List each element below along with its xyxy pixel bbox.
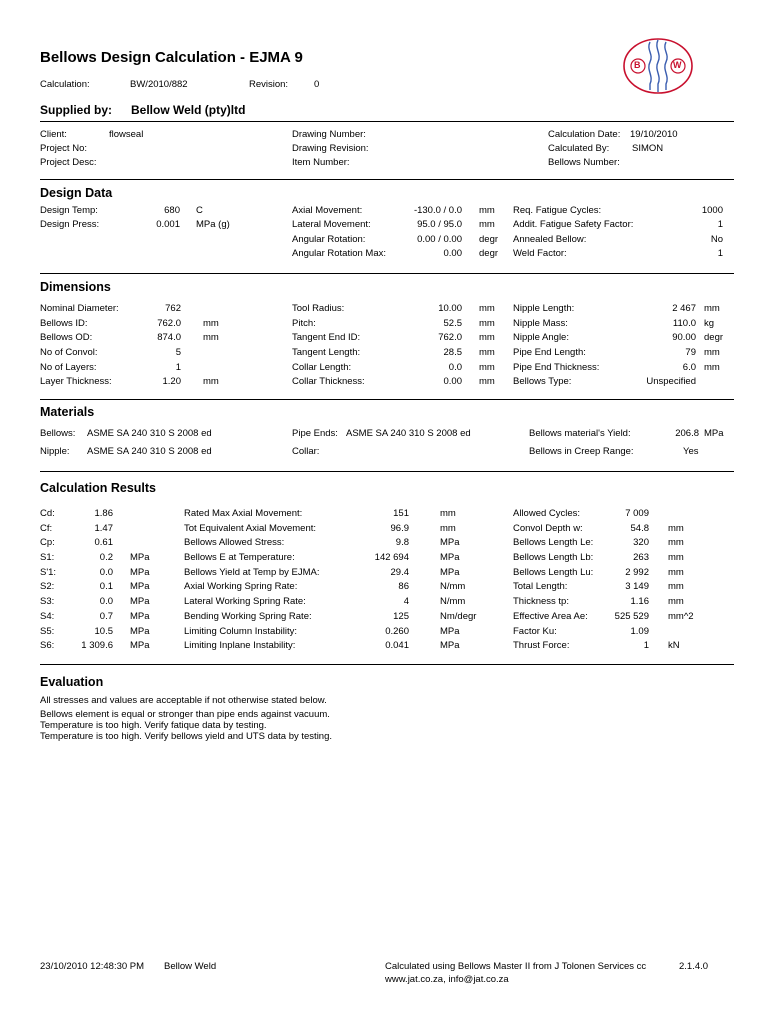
dimension-label: Nominal Diameter:	[40, 303, 119, 314]
result-unit: kN	[668, 640, 680, 651]
bellows-material-label: Bellows:	[40, 428, 76, 439]
dimensions-heading: Dimensions	[40, 280, 111, 294]
dimension-label: Pitch:	[292, 318, 316, 329]
nipple-material-label: Nipple:	[40, 446, 70, 457]
result-label: Bellows Yield at Temp by EJMA:	[184, 567, 320, 578]
result-unit: Nm/degr	[440, 611, 477, 622]
axial-movement-value: -130.0 / 0.0	[413, 205, 462, 216]
creep-range-value: Yes	[683, 446, 699, 457]
dimension-label: Bellows OD:	[40, 332, 93, 343]
creep-range-label: Bellows in Creep Range:	[529, 446, 634, 457]
evaluation-line: All stresses and values are acceptable if not otherwise stated below.	[40, 695, 327, 706]
dimension-value: 5	[175, 347, 181, 358]
dimension-value: 1.20	[162, 376, 181, 387]
result-label: Allowed Cycles:	[513, 508, 581, 519]
axial-movement-label: Axial Movement:	[292, 205, 363, 216]
result-unit: MPa	[130, 552, 150, 563]
calculation-results-heading: Calculation Results	[40, 481, 156, 495]
result-label: Cd:	[40, 508, 55, 519]
nipple-material-value: ASME SA 240 310 S 2008 ed	[87, 446, 212, 457]
drawing-revision-label: Drawing Revision:	[292, 143, 369, 154]
result-value: 1 309.6	[81, 640, 113, 651]
dimension-unit: mm	[479, 376, 495, 387]
client-value: flowseal	[109, 129, 144, 140]
divider	[40, 121, 734, 122]
evaluation-line: Bellows element is equal or stronger than pipe ends against vacuum.	[40, 709, 330, 720]
lateral-movement-value: 95.0 / 95.0	[417, 219, 462, 230]
evaluation-line: Temperature is too high. Verify fatique data by testing.	[40, 720, 267, 731]
result-value: 1.86	[94, 508, 113, 519]
axial-movement-unit: mm	[479, 205, 495, 216]
result-unit: mm	[668, 537, 684, 548]
dimension-label: Nipple Angle:	[513, 332, 569, 343]
dimension-label: Tangent Length:	[292, 347, 361, 358]
result-unit: mm	[668, 581, 684, 592]
angular-rotation-value: 0.00 / 0.00	[417, 234, 462, 245]
result-value: 0.2	[99, 552, 113, 563]
result-label: S5:	[40, 626, 55, 637]
result-label: Cp:	[40, 537, 55, 548]
result-label: Axial Working Spring Rate:	[184, 581, 298, 592]
dimension-unit: mm	[479, 303, 495, 314]
calc-date-label: Calculation Date:	[548, 129, 621, 140]
divider	[40, 399, 734, 400]
pipe-ends-value: ASME SA 240 310 S 2008 ed	[346, 428, 471, 439]
result-unit: mm	[440, 508, 456, 519]
result-unit: MPa	[130, 640, 150, 651]
result-value: 1.09	[630, 626, 649, 637]
result-label: Limiting Column Instability:	[184, 626, 297, 637]
dimension-value: 762.0	[438, 332, 462, 343]
result-unit: N/mm	[440, 596, 466, 607]
yield-value: 206.8	[675, 428, 699, 439]
dimension-unit: mm	[203, 332, 219, 343]
dimension-label: No of Layers:	[40, 362, 97, 373]
dimension-unit: degr	[704, 332, 724, 343]
supplied-by-value: Bellow Weld (pty)ltd	[131, 103, 246, 117]
design-temp-value: 680	[164, 205, 180, 216]
lateral-movement-unit: mm	[479, 219, 495, 230]
dimension-value: 110.0	[672, 318, 696, 329]
result-value: 142 694	[374, 552, 409, 563]
dimension-value: 52.5	[443, 318, 462, 329]
result-value: 9.8	[395, 537, 409, 548]
result-label: Effective Area Ae:	[513, 611, 588, 622]
dimension-unit: mm	[203, 318, 219, 329]
result-value: 1	[643, 640, 649, 651]
result-value: 3 149	[625, 581, 649, 592]
dimension-label: Nipple Length:	[513, 303, 575, 314]
fatigue-cycles-value: 1000	[701, 205, 723, 216]
result-unit: MPa	[440, 567, 460, 578]
result-value: 0.0	[99, 567, 113, 578]
evaluation-line: Temperature is too high. Verify bellows yield and UTS data by testing.	[40, 731, 333, 742]
calc-by-value: SIMON	[632, 143, 664, 154]
result-label: Bellows Length Lb:	[513, 552, 594, 563]
result-label: Rated Max Axial Movement:	[184, 508, 303, 519]
result-value: 0.7	[99, 611, 113, 622]
dimension-unit: kg	[704, 318, 715, 329]
dimension-value: 1	[175, 362, 181, 373]
dimension-value: 0.0	[448, 362, 462, 373]
angular-rotation-max-label: Angular Rotation Max:	[292, 248, 386, 259]
dimension-label: No of Convol:	[40, 347, 98, 358]
weld-factor-value: 1	[717, 248, 723, 259]
divider	[40, 179, 734, 180]
result-label: Bellows E at Temperature:	[184, 552, 295, 563]
safety-factor-label: Addit. Fatigue Safety Factor:	[513, 219, 634, 230]
drawing-number-label: Drawing Number:	[292, 129, 366, 140]
result-value: 1.47	[94, 523, 113, 534]
dimension-label: Bellows ID:	[40, 318, 88, 329]
result-label: Bellows Length Le:	[513, 537, 594, 548]
result-label: Convol Depth w:	[513, 523, 583, 534]
dimension-unit: mm	[479, 347, 495, 358]
supplied-by-label: Supplied by:	[40, 103, 112, 117]
result-value: 29.4	[390, 567, 409, 578]
lateral-movement-label: Lateral Movement:	[292, 219, 371, 230]
design-data-heading: Design Data	[40, 186, 113, 200]
dimension-value: 28.5	[443, 347, 462, 358]
result-label: S3:	[40, 596, 55, 607]
result-value: 7 009	[625, 508, 649, 519]
result-label: Lateral Working Spring Rate:	[184, 596, 306, 607]
calc-date-value: 19/10/2010	[630, 129, 678, 140]
dimension-unit: mm	[704, 347, 720, 358]
result-label: Bending Working Spring Rate:	[184, 611, 312, 622]
result-value: 125	[393, 611, 409, 622]
document-title: Bellows Design Calculation - EJMA 9	[40, 49, 303, 66]
result-unit: MPa	[130, 626, 150, 637]
dimension-value: 79	[685, 347, 696, 358]
result-label: S1:	[40, 552, 55, 563]
result-unit: MPa	[440, 626, 460, 637]
dimension-value: 6.0	[682, 362, 696, 373]
dimension-label: Tangent End ID:	[292, 332, 361, 343]
result-value: 263	[633, 552, 649, 563]
result-value: 0.041	[385, 640, 409, 651]
annealed-label: Annealed Bellow:	[513, 234, 587, 245]
divider	[40, 273, 734, 274]
footer-timestamp: 23/10/2010 12:48:30 PM	[40, 961, 145, 972]
dimension-label: Layer Thickness:	[40, 376, 112, 387]
result-unit: MPa	[130, 611, 150, 622]
dimension-unit: mm	[479, 362, 495, 373]
result-unit: MPa	[130, 581, 150, 592]
collar-label: Collar:	[292, 446, 320, 457]
result-unit: MPa	[130, 567, 150, 578]
bellows-material-value: ASME SA 240 310 S 2008 ed	[87, 428, 212, 439]
dimension-unit: mm	[203, 376, 219, 387]
result-value: 320	[633, 537, 649, 548]
result-value: 0.260	[385, 626, 409, 637]
dimension-label: Pipe End Length:	[513, 347, 586, 358]
design-press-unit: MPa (g)	[196, 219, 230, 230]
design-temp-unit: C	[196, 205, 203, 216]
result-value: 1.16	[630, 596, 649, 607]
result-unit: mm	[668, 596, 684, 607]
weld-factor-label: Weld Factor:	[513, 248, 567, 259]
result-value: 54.8	[630, 523, 649, 534]
result-label: Factor Ku:	[513, 626, 557, 637]
dimension-value: 762.0	[157, 318, 181, 329]
result-unit: MPa	[130, 596, 150, 607]
dimension-value: Unspecified	[646, 376, 696, 387]
dimension-value: 762	[165, 303, 181, 314]
result-value: 86	[398, 581, 409, 592]
result-unit: mm	[440, 523, 456, 534]
dimension-label: Nipple Mass:	[513, 318, 568, 329]
yield-label: Bellows material's Yield:	[529, 428, 631, 439]
result-label: Tot Equivalent Axial Movement:	[184, 523, 317, 534]
angular-rotation-label: Angular Rotation:	[292, 234, 366, 245]
dimension-unit: mm	[704, 362, 720, 373]
result-value: 4	[403, 596, 409, 607]
bellows-number-label: Bellows Number:	[548, 157, 620, 168]
result-label: S'1:	[40, 567, 57, 578]
bellow-weld-logo: B W	[620, 36, 696, 96]
result-unit: MPa	[440, 640, 460, 651]
result-unit: mm	[668, 523, 684, 534]
footer-version: 2.1.4.0	[679, 961, 709, 972]
result-label: Thrust Force:	[513, 640, 570, 651]
divider	[40, 664, 734, 665]
evaluation-heading: Evaluation	[40, 675, 104, 689]
result-unit: mm^2	[668, 611, 694, 622]
design-temp-label: Design Temp:	[40, 205, 98, 216]
result-label: Thickness tp:	[513, 596, 569, 607]
angular-rotation-max-value: 0.00	[443, 248, 462, 259]
dimension-label: Collar Length:	[292, 362, 352, 373]
design-press-label: Design Press:	[40, 219, 100, 230]
dimension-value: 2 467	[672, 303, 696, 314]
result-value: 0.61	[94, 537, 113, 548]
dimension-label: Bellows Type:	[513, 376, 572, 387]
result-unit: mm	[668, 552, 684, 563]
revision-value: 0	[314, 79, 320, 90]
result-value: 0.1	[99, 581, 113, 592]
result-value: 2 992	[625, 567, 649, 578]
result-value: 151	[393, 508, 409, 519]
footer-credit: Calculated using Bellows Master II from J Tolonen Services cc	[385, 961, 647, 972]
annealed-value: No	[710, 234, 723, 245]
dimension-value: 0.00	[443, 376, 462, 387]
result-label: Cf:	[40, 523, 53, 534]
calc-by-label: Calculated By:	[548, 143, 610, 154]
result-value: 525 529	[614, 611, 649, 622]
project-desc-label: Project Desc:	[40, 157, 97, 168]
result-unit: mm	[668, 567, 684, 578]
footer-company: Bellow Weld	[164, 961, 217, 972]
dimension-label: Collar Thickness:	[292, 376, 365, 387]
footer-contact: www.jat.co.za, info@jat.co.za	[385, 974, 509, 985]
calculation-label: Calculation:	[40, 79, 90, 90]
dimension-value: 874.0	[157, 332, 181, 343]
pipe-ends-label: Pipe Ends:	[292, 428, 338, 439]
fatigue-cycles-label: Req. Fatigue Cycles:	[513, 205, 602, 216]
result-unit: MPa	[440, 552, 460, 563]
client-label: Client:	[40, 129, 67, 140]
design-press-value: 0.001	[156, 219, 180, 230]
result-unit: N/mm	[440, 581, 466, 592]
dimension-unit: mm	[479, 318, 495, 329]
divider	[40, 471, 734, 472]
calculation-value: BW/2010/882	[130, 79, 188, 90]
project-no-label: Project No:	[40, 143, 87, 154]
angular-rotation-max-unit: degr	[479, 248, 499, 259]
angular-rotation-unit: degr	[479, 234, 499, 245]
result-unit: MPa	[440, 537, 460, 548]
dimension-label: Pipe End Thickness:	[513, 362, 600, 373]
dimension-value: 90.00	[672, 332, 696, 343]
item-number-label: Item Number:	[292, 157, 350, 168]
result-label: Bellows Allowed Stress:	[184, 537, 285, 548]
result-label: Limiting Inplane Instability:	[184, 640, 296, 651]
result-label: S2:	[40, 581, 55, 592]
revision-label: Revision:	[249, 79, 289, 90]
result-label: Total Length:	[513, 581, 568, 592]
dimension-value: 10.00	[438, 303, 462, 314]
result-value: 96.9	[390, 523, 409, 534]
dimension-unit: mm	[704, 303, 720, 314]
result-label: Bellows Length Lu:	[513, 567, 594, 578]
result-label: S6:	[40, 640, 55, 651]
dimension-unit: mm	[479, 332, 495, 343]
result-label: S4:	[40, 611, 55, 622]
result-value: 0.0	[99, 596, 113, 607]
dimension-label: Tool Radius:	[292, 303, 345, 314]
materials-heading: Materials	[40, 405, 95, 419]
safety-factor-value: 1	[717, 219, 723, 230]
yield-unit: MPa	[704, 428, 724, 439]
result-value: 10.5	[94, 626, 113, 637]
